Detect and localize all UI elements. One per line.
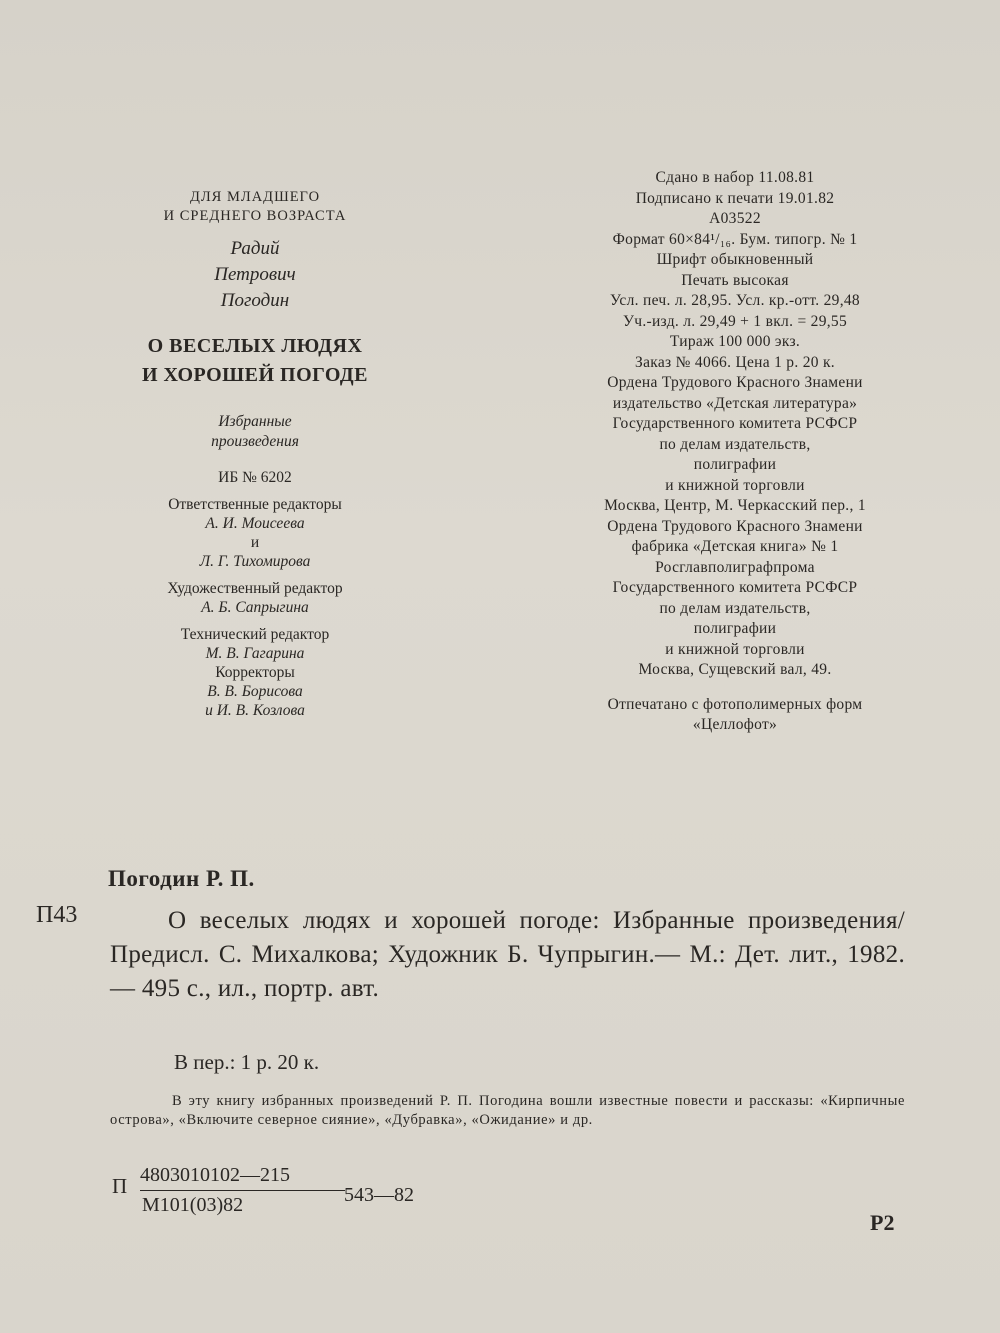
author-block: [100, 236, 410, 314]
imprint-line: Сдано в набор 11.08.81: [655, 169, 815, 186]
and-conjunction: и: [250, 534, 260, 551]
imprint-line: Уч.-изд. л. 29,49 + 1 вкл. = 29,55: [622, 312, 848, 330]
print-note-line-2: «Целлофот»: [692, 716, 778, 733]
subtitle-line-2: произведения: [211, 433, 299, 450]
left-imprint-column: [100, 188, 410, 720]
imprint-line: Шрифт обыкновенный: [656, 251, 814, 268]
imprint-line: Формат 60×84¹/₁₆. Бум. типогр. № 1: [612, 230, 858, 248]
subtitle-line-1: Избранные: [218, 413, 292, 430]
imprint-line: А03522: [709, 210, 761, 227]
responsible-editor-1: А. И. Моисеева: [205, 515, 305, 532]
author-last-name: Погодин: [220, 290, 290, 311]
index-right: 543—82: [344, 1184, 414, 1206]
imprint-line: Москва, Сущевский вал, 49.: [638, 661, 832, 678]
art-editor-label: Художественный редактор: [167, 580, 343, 597]
book-title: [100, 332, 410, 390]
bbk-code: Р2: [870, 1210, 895, 1235]
tech-editor-label: Технический редактор: [180, 626, 330, 643]
imprint-line: и книжной торговли: [665, 476, 805, 494]
imprint-line: Тираж 100 000 экз.: [669, 333, 801, 350]
print-note-line-1: Отпечатано с фотополимерных форм: [607, 695, 863, 713]
right-imprint-column: [530, 168, 940, 736]
imprint-line: по делам издательств,: [659, 435, 811, 453]
imprint-line: Москва, Центр, М. Черкасский пер., 1: [604, 497, 866, 514]
imprint-line: и книжной торговли: [665, 640, 805, 658]
imprint-line: полиграфии: [693, 620, 777, 637]
book-annotation: В эту книгу избранных произведений Р. П. Погодина вошли известные повести и рассказы: «Кирпичные острова», «Включите северное сияние», «Дубравка», «Ожидание» и др.: [110, 1093, 905, 1128]
audience-line-2: И СРЕДНЕГО ВОЗРАСТА: [163, 208, 347, 224]
ib-number: ИБ № 6202: [218, 469, 292, 486]
responsible-editor-2: Л. Г. Тихомирова: [199, 553, 311, 570]
imprint-line: Усл. печ. л. 28,95. Усл. кр.-отт. 29,48: [610, 292, 860, 309]
corrector-1: В. В. Борисова: [207, 683, 303, 700]
index-prefix: П: [112, 1174, 128, 1198]
responsible-editors-label: Ответственные редакторы: [168, 496, 342, 513]
fraction-line: [140, 1190, 345, 1191]
imprint-line: полиграфии: [693, 456, 777, 473]
author-patronymic: Петрович: [214, 264, 296, 285]
author-first-name: Радий: [230, 238, 280, 259]
imprint-line: Заказ № 4066. Цена 1 р. 20 к.: [635, 353, 835, 371]
imprint-line: Ордена Трудового Красного Знамени: [607, 517, 863, 535]
imprint-line: фабрика «Детская книга» № 1: [631, 538, 839, 555]
imprint-line: Росглавполиграфпрома: [655, 558, 815, 576]
tech-editor: М. В. Гагарина: [205, 645, 305, 662]
correctors-label: Корректоры: [215, 664, 295, 681]
bibliographic-description: О веселых людях и хорошей погоде: Избранные произведения/ Предисл. С. Михалкова; Художник Б. Чупрыгин.— М.: Дет. лит., 1982.— 495 с., ил., портр. авт.: [110, 907, 905, 1002]
imprint-line: Государственного комитета РСФСР: [612, 415, 858, 432]
art-editor: А. Б. Сапрыгина: [201, 599, 309, 616]
corrector-2: и И. В. Козлова: [205, 702, 305, 719]
index-denominator: М101(03)82: [142, 1194, 244, 1216]
book-title-line-1: О ВЕСЕЛЫХ ЛЮДЯХ: [147, 335, 363, 357]
author-mark-code: П43: [36, 902, 78, 928]
imprint-line: Печать высокая: [681, 271, 789, 289]
binding-price: В пер.: 1 р. 20 к.: [174, 1050, 320, 1074]
book-subtitle: [100, 412, 410, 452]
imprint-line: Государственного комитета РСФСР: [612, 579, 858, 596]
index-numerator: 4803010102—215: [140, 1164, 290, 1186]
bibliographic-author: Погодин Р. П.: [108, 866, 255, 891]
print-note: [530, 695, 940, 736]
imprint-line: по делам издательств,: [659, 599, 811, 617]
audience-line-1: ДЛЯ МЛАДШЕГО: [189, 189, 321, 205]
book-title-line-2: И ХОРОШЕЙ ПОГОДЕ: [141, 364, 369, 386]
imprint-line: Ордена Трудового Красного Знамени: [607, 374, 863, 391]
imprint-line: издательство «Детская литература»: [612, 394, 858, 412]
imprint-line: Подписано к печати 19.01.82: [635, 189, 835, 207]
